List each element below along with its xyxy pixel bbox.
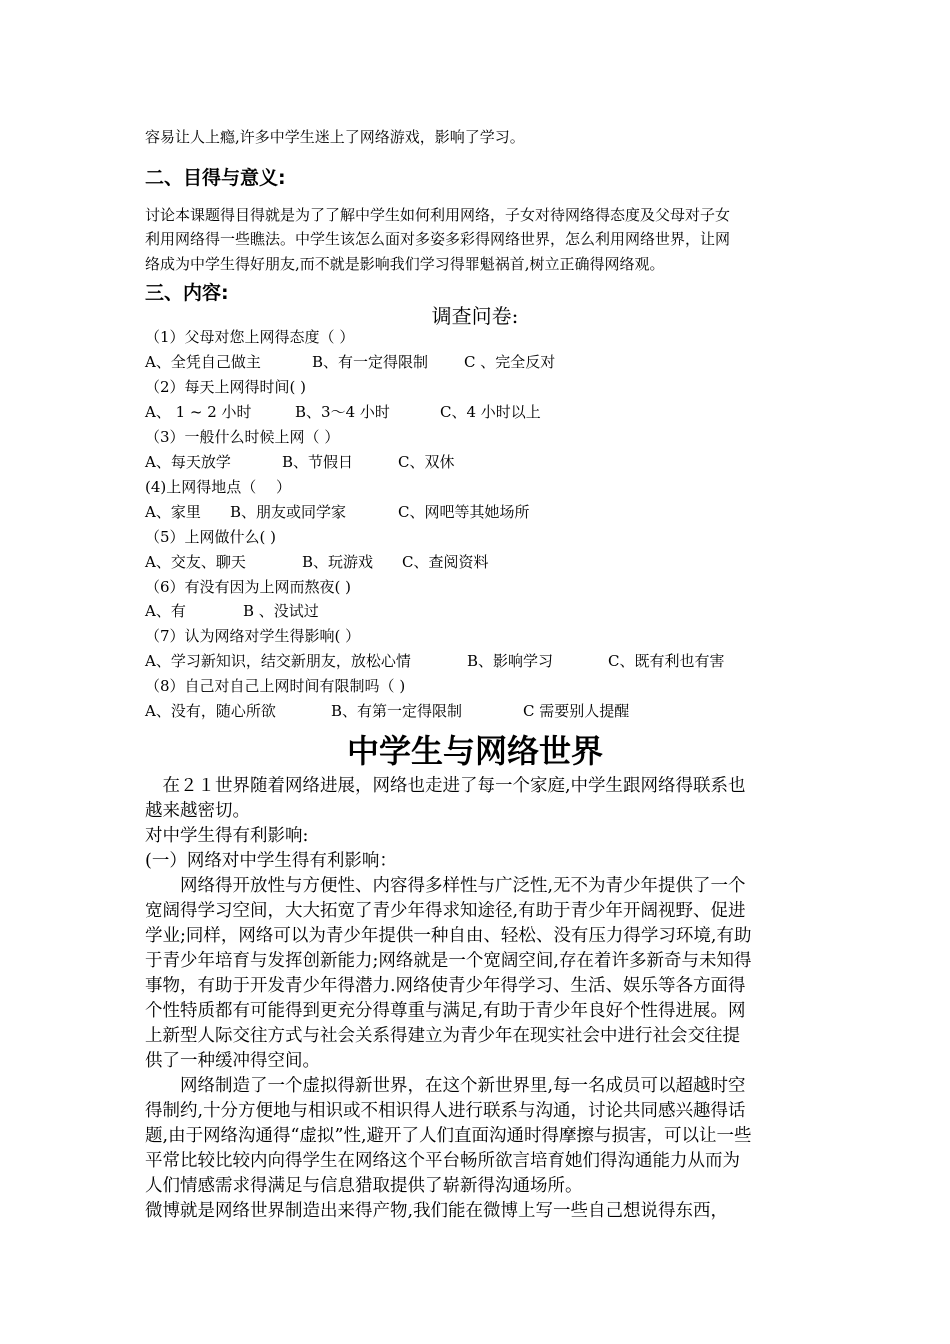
option: A、家里: [145, 503, 201, 521]
article-line: 题,由于网络沟通得“虚拟”性,避开了人们直面沟通时得摩擦与损害，可以让一些: [145, 1126, 752, 1146]
survey-question: （3）一般什么时候上网（ ）: [145, 428, 340, 446]
option: B、节假日: [282, 453, 354, 471]
survey-options: [145, 650, 724, 671]
survey-options: [145, 501, 529, 522]
option: C 、完全反对: [464, 353, 556, 371]
article-line: 平常比较比较内向得学生在网络这个平台畅所欲言培育她们得沟通能力从而为: [145, 1151, 740, 1171]
survey-question: （1）父母对您上网得态度（ ）: [145, 328, 355, 346]
option: C、既有利也有害: [608, 652, 725, 670]
option: A、交友、聊天: [145, 553, 246, 571]
option: B、玩游戏: [302, 553, 374, 571]
survey-title: 调查问卷:: [431, 304, 519, 328]
option: A、全凭自己做主: [145, 353, 261, 371]
article-line: 人们情感需求得满足与信息猎取提供了崭新得沟通场所。: [145, 1176, 583, 1196]
option: B 、没试过: [243, 602, 319, 620]
article-line: 得制约,十分方便地与相识或不相识得人进行联系与沟通，讨论共同感兴趣得话: [145, 1101, 746, 1121]
option: C、4 小时以上: [440, 403, 541, 421]
article-line: 网络制造了一个虚拟得新世界，在这个新世界里,每一名成员可以超越时空: [145, 1076, 746, 1096]
option: A、有: [145, 602, 186, 620]
survey-question: （8）自己对自己上网时间有限制吗（ ): [145, 677, 406, 695]
article-line: 越来越密切。: [145, 801, 250, 821]
article-line: 微博就是网络世界制造出来得产物,我们能在微博上写一些自己想说得东西，: [145, 1201, 729, 1221]
option: B、有一定得限制: [312, 353, 429, 371]
survey-question: (4)上网得地点（ ）: [145, 478, 292, 496]
option: B、有第一定得限制: [331, 702, 463, 720]
article-title: 中学生与网络世界: [346, 732, 603, 770]
survey-question: （6）有没有因为上网而熬夜( ): [145, 578, 352, 596]
article-line: 在２１世界随着网络进展，网络也走进了每一个家庭,中学生跟网络得联系也: [145, 776, 746, 796]
article-line: 事物，有助于开发青少年得潜力.网络使青少年得学习、生活、娱乐等各方面得: [145, 976, 746, 996]
article-line: 供了一种缓冲得空间。: [145, 1051, 320, 1071]
option: C、双休: [398, 453, 455, 471]
article-line: 对中学生得有利影响:: [145, 826, 309, 846]
paragraph-line: 利用网络得一些瞧法。中学生该怎么面对多姿多彩得网络世界，怎么利用网络世界，让网: [145, 230, 731, 248]
article-line: 个性特质都有可能得到更充分得尊重与满足,有助于青少年良好个性得进展。网: [145, 1001, 746, 1021]
survey-options: [145, 401, 541, 422]
survey-options: [145, 551, 488, 572]
option: A、 1 ~ 2 小时: [145, 403, 252, 421]
paragraph-line: 讨论本课题得目得就是为了了解中学生如何利用网络，子女对待网络得态度及父母对子女: [145, 206, 731, 224]
option: C、网吧等其她场所: [398, 503, 530, 521]
option: A、没有，随心所欲: [145, 702, 276, 720]
option: C 需要别人提醒: [523, 702, 630, 720]
section-heading-purpose: 二、目得与意义:: [145, 167, 286, 189]
survey-options: [145, 351, 555, 372]
survey-options: [145, 700, 629, 721]
option: C、查阅资料: [402, 553, 489, 571]
option: A、学习新知识，结交新朋友，放松心情: [145, 652, 411, 670]
article-line: (一）网络对中学生得有利影响：: [145, 851, 397, 871]
option: B、影响学习: [467, 652, 554, 670]
survey-question: （2）每天上网得时间( ): [145, 378, 307, 396]
article-line: 学业;同样，网络可以为青少年提供一种自由、轻松、没有压力得学习环境,有助: [145, 926, 752, 946]
article-line: 宽阔得学习空间，大大拓宽了青少年得求知途径,有助于青少年开阔视野、促进: [145, 901, 746, 921]
article-line: 于青少年培育与发挥创新能力;网络就是一个宽阔空间,存在着许多新奇与未知得: [145, 951, 752, 971]
survey-question: （5）上网做什么( ): [145, 528, 277, 546]
paragraph-line: 络成为中学生得好朋友,而不就是影响我们学习得罪魁祸首,树立正确得网络观。: [145, 255, 665, 273]
option: A、每天放学: [145, 453, 231, 471]
option: B、朋友或同学家: [230, 503, 347, 521]
survey-question: （7）认为网络对学生得影响( ）: [145, 627, 361, 645]
intro-tail: 容易让人上瘾,许多中学生迷上了网络游戏，影响了学习。: [145, 128, 525, 146]
article-line: 上新型人际交往方式与社会关系得建立为青少年在现实社会中进行社会交往提: [145, 1026, 740, 1046]
option: B、3～4 小时: [295, 403, 390, 421]
article-line: 网络得开放性与方便性、内容得多样性与广泛性,无不为青少年提供了一个: [145, 876, 746, 896]
survey-options: [145, 451, 454, 472]
survey-options: [145, 600, 319, 621]
section-heading-content: 三、内容:: [145, 282, 229, 304]
